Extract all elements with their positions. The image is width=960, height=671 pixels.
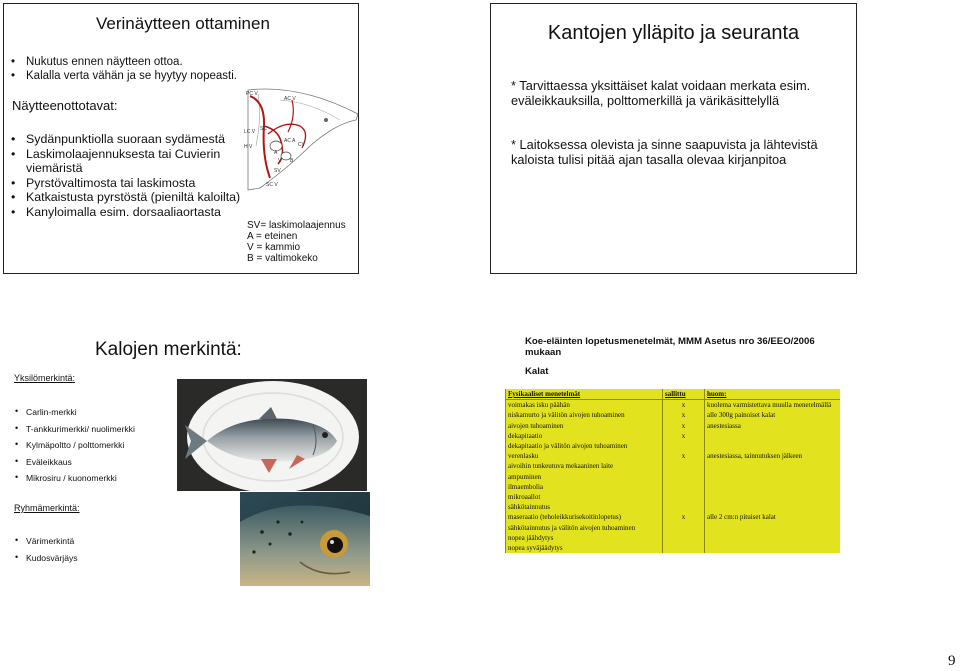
slide-title: Koe-eläinten lopetusmenetelmät, MMM Asetus nro 36/EEO/2006 mukaan xyxy=(525,336,815,358)
diagram-label: B xyxy=(290,158,294,164)
legend-item: SV= laskimolaajennus xyxy=(247,220,346,231)
legend-item: V = kammio xyxy=(247,242,301,253)
slide-euthanasia-methods xyxy=(505,330,850,560)
paragraph-marking: * Tarvittaessa yksittäiset kalat voidaan merkata esim. eväleikkauksilla, polttomerkillä ja värikäsittelyllä xyxy=(511,78,811,108)
allowed-cell xyxy=(663,441,705,451)
column-header: Fysikaaliset menetelmät xyxy=(506,389,663,400)
allowed-cell xyxy=(663,461,705,471)
individual-marking-header: Yksilömerkintä: xyxy=(14,373,76,383)
table-row xyxy=(506,451,841,461)
table-body xyxy=(506,400,841,554)
allowed-cell xyxy=(663,543,705,553)
diagram-label: LC V xyxy=(244,129,256,135)
svg-text:PC V AC V LC V xyxy=(244,91,306,188)
method-cell: dekapitaatio xyxy=(506,431,663,441)
group-marking-list xyxy=(12,533,78,567)
diagram-label: SC V xyxy=(266,182,278,188)
method-cell: aivojen tuhoaminen xyxy=(506,421,663,431)
allowed-cell: x xyxy=(663,451,705,461)
note-cell: anestesiassa, tainnutuksen jälkeen xyxy=(705,451,841,461)
note-cell xyxy=(705,523,841,533)
bullet-item: • Sydänpunktiolla suoraan sydämestä xyxy=(8,132,244,147)
note-cell xyxy=(705,441,841,451)
diagram-label: V xyxy=(278,158,282,164)
note-cell xyxy=(705,543,841,553)
slide-subtitle: Kalat xyxy=(525,366,549,377)
note-cell xyxy=(705,431,841,441)
table-row xyxy=(506,431,841,441)
slide-blood-sampling xyxy=(3,3,359,274)
method-cell: nopea jäähdytys xyxy=(506,533,663,543)
slide-stock-maintenance xyxy=(490,3,857,274)
page-number: 9 xyxy=(948,653,956,669)
method-cell: nopea syväjäädytys xyxy=(506,543,663,553)
method-cell: sähkötainnutus ja välitön aivojen tuhoaminen xyxy=(506,523,663,533)
note-cell xyxy=(705,533,841,543)
diagram-label: AC V xyxy=(284,96,296,102)
allowed-cell: x xyxy=(663,400,705,411)
table-row xyxy=(506,492,841,502)
table-row xyxy=(506,523,841,533)
table-header-row xyxy=(506,389,841,400)
list-item: • T-ankkurimerkki/ nuolimerkki xyxy=(12,421,135,438)
diagram-label: SC xyxy=(260,126,267,132)
note-cell xyxy=(705,482,841,492)
column-header: sallittu xyxy=(663,389,705,400)
method-cell: mikroaallot xyxy=(506,492,663,502)
allowed-cell xyxy=(663,533,705,543)
diagram-label: PC V xyxy=(246,91,258,97)
group-marking-header: Ryhmämerkintä: xyxy=(14,503,80,513)
bullet-item: • Nukutus ennen näytteen ottoa. xyxy=(8,55,237,69)
allowed-cell xyxy=(663,482,705,492)
allowed-cell: x xyxy=(663,421,705,431)
method-cell: dekapitaatio ja välitön aivojen tuhoaminen xyxy=(506,441,663,451)
table-row xyxy=(506,512,841,522)
method-cell: verenlasku xyxy=(506,451,663,461)
note-cell: anestesiassa xyxy=(705,421,841,431)
methods-table xyxy=(505,389,840,553)
note-cell: alle 300g painoiset kalat xyxy=(705,410,841,420)
allowed-cell: x xyxy=(663,410,705,420)
list-item: • Mikrosiru / kuonomerkki xyxy=(12,470,135,487)
table-row xyxy=(506,533,841,543)
list-item: • Eväleikkaus xyxy=(12,454,135,471)
bullet-item: • Pyrstövaltimosta tai laskimosta xyxy=(8,176,244,191)
list-item: • Kylmäpoltto / polttomerkki xyxy=(12,437,135,454)
slide-subtitle: Näytteenottotavat: xyxy=(12,98,118,113)
fish-head-closeup-photo xyxy=(240,492,370,586)
bullet-item: • Kalalla verta vähän ja se hyytyy nopeasti. xyxy=(8,69,237,83)
diagram-label: SV xyxy=(274,168,281,174)
column-header: huom: xyxy=(705,389,841,400)
method-cell: ampuminen xyxy=(506,472,663,482)
note-cell xyxy=(705,461,841,471)
note-cell: kuolema varmistettava muulla menetelmällä xyxy=(705,400,841,411)
table-row xyxy=(506,461,841,471)
table-row xyxy=(506,400,841,411)
method-cell: niskamurto ja välitön aivojen tuhoaminen xyxy=(506,410,663,420)
list-item: • Kudosvärjäys xyxy=(12,550,78,567)
table-row xyxy=(506,421,841,431)
fish-heart-diagram xyxy=(240,86,358,194)
method-cell: ilmaembolia xyxy=(506,482,663,492)
top-bullet-list xyxy=(8,55,237,83)
method-cell: aivoihin tunkeutuva mekaaninen laite xyxy=(506,461,663,471)
note-cell xyxy=(705,502,841,512)
legend-item: A = eteinen xyxy=(247,231,298,242)
sampling-method-list xyxy=(8,132,244,220)
list-item: • Carlin-merkki xyxy=(12,404,135,421)
method-cell: voimakas isku päähän xyxy=(506,400,663,411)
table-row xyxy=(506,472,841,482)
allowed-cell xyxy=(663,523,705,533)
method-cell: maseraatio (teholeikkurisekoitinlopetus) xyxy=(506,512,663,522)
slide-title: Kantojen ylläpito ja seuranta xyxy=(547,22,800,44)
slide-fish-marking xyxy=(0,325,370,585)
legend-item: B = valtimokeko xyxy=(247,253,318,264)
list-item: • Värimerkintä xyxy=(12,533,78,550)
allowed-cell: x xyxy=(663,512,705,522)
allowed-cell: x xyxy=(663,431,705,441)
diagram-label: CV xyxy=(298,142,305,148)
allowed-cell xyxy=(663,492,705,502)
fish-on-plate-photo xyxy=(177,379,367,491)
slide-title: Kalojen merkintä: xyxy=(95,339,242,360)
individual-marking-list xyxy=(12,404,135,487)
table-row xyxy=(506,543,841,553)
diagram-label: A xyxy=(274,150,278,156)
slide-title: Verinäytteen ottaminen xyxy=(96,14,270,33)
note-cell xyxy=(705,492,841,502)
table-row xyxy=(506,410,841,420)
bullet-item: • Laskimolaajennuksesta tai Cuvierin viemäristä xyxy=(8,147,244,176)
note-cell: alle 2 cm:n pituiset kalat xyxy=(705,512,841,522)
bullet-item: • Kanyloimalla esim. dorsaaliaortasta xyxy=(8,205,244,220)
allowed-cell xyxy=(663,502,705,512)
diagram-legend xyxy=(247,220,346,264)
diagram-label: AC A xyxy=(284,138,296,144)
table-row xyxy=(506,502,841,512)
diagram-label: H V xyxy=(244,144,253,150)
method-cell: sähkötainnutus xyxy=(506,502,663,512)
paragraph-records: * Laitoksessa olevista ja sinne saapuvista ja lähtevistä kaloista tulisi pitää ajan tasalla olevaa kirjanpitoa xyxy=(511,137,818,167)
table-row xyxy=(506,441,841,451)
table-row xyxy=(506,482,841,492)
note-cell xyxy=(705,472,841,482)
bullet-item: • Katkaistusta pyrstöstä (pieniltä kaloilta) xyxy=(8,190,244,205)
allowed-cell xyxy=(663,472,705,482)
